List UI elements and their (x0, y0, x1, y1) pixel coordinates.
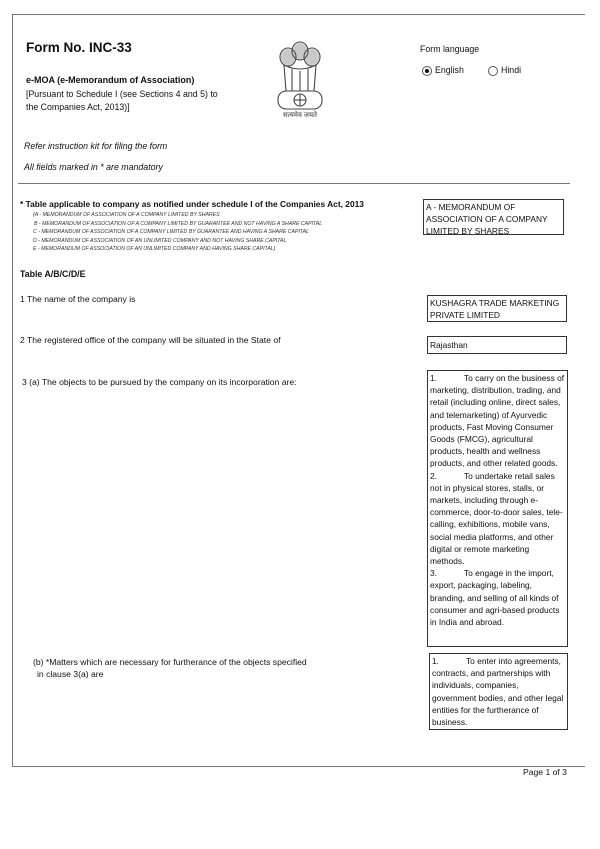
matter-item-number: 1. (432, 656, 439, 666)
object-item-number: 1. (430, 373, 437, 383)
object-item (430, 372, 565, 470)
page-number: Page 1 of 3 (523, 767, 567, 777)
table-option-d: D - MEMORANDUM OF ASSOCIATION OF AN UNLIMITED COMPANY AND NOT HAVING SHARE CAPITAL (33, 237, 287, 244)
table-option-a: (A - MEMORANDUM OF ASSOCIATION OF A COMPANY LIMITED BY SHARES (33, 212, 220, 218)
emblem-motto: सत्यमेव जयते (282, 112, 318, 119)
state-field[interactable]: Rajasthan (427, 336, 567, 354)
page-frame-bottom-border (12, 766, 585, 767)
table-applicable-label: * Table applicable to company as notified under schedule I of the Companies Act, 2013 (20, 199, 364, 209)
object-item-number: 3. (430, 568, 437, 579)
object-item-text: To engage in the import, export, packaging, labeling, branding, and selling of all kinds of consumer and agri-based products in India and abroad. (430, 568, 560, 628)
pursuant-line-1: [Pursuant to Schedule I (see Sections 4 and 5) to (26, 89, 218, 99)
company-name-field[interactable]: KUSHAGRA TRADE MARKETING PRIVATE LIMITED (427, 295, 567, 322)
table-option-b: B - MEMORANDUM OF ASSOCIATION OF A COMPANY LIMITED BY GUARANTEE AND NOT HAVING A SHARE CAPITAL (34, 220, 323, 227)
company-name-label: 1 The name of the company is (20, 294, 136, 304)
state-label: 2 The registered office of the company will be situated in the State of (20, 335, 281, 345)
section-title: Table A/B/C/D/E (20, 269, 86, 279)
object-item-number: 2. (430, 470, 437, 481)
language-radio-english[interactable] (422, 65, 464, 76)
matter-item (432, 655, 565, 728)
objects-label: 3 (a) The objects to be pursued by the company on its incorporation are: (22, 377, 297, 387)
table-option-c: C - MEMORANDUM OF ASSOCIATION OF A COMPANY LIMITED BY GUARANTEE AND HAVING A SHARE CAPITAL (33, 229, 310, 236)
state-emblem-icon (270, 33, 330, 123)
radio-unchecked-icon[interactable] (488, 66, 498, 76)
object-item-text: To undertake retail sales not in physical stores, stalls, or markets, including through e-commerce, door-to-door sales, tele-calling, exhibitions, mobile vans, social media platforms, and other digital or remote marketing methods. (430, 470, 563, 567)
objects-field[interactable] (427, 370, 568, 647)
form-number-title: Form No. INC-33 (26, 40, 132, 55)
pursuant-text (26, 88, 256, 114)
table-applicable-field[interactable]: A - MEMORANDUM OF ASSOCIATION OF A COMPANY LIMITED BY SHARES (423, 199, 564, 235)
form-language-label: Form language (420, 44, 480, 54)
language-option-label: Hindi (501, 65, 522, 75)
table-options-list (33, 211, 322, 254)
pursuant-line-2: the Companies Act, 2013)] (26, 102, 130, 112)
language-radio-hindi[interactable] (488, 65, 521, 76)
language-option-label: English (435, 65, 464, 75)
header-divider (18, 183, 570, 184)
matters-label-line-1: (b) *Matters which are necessary for furtherance of the objects specified (33, 657, 307, 667)
matter-item-text: To enter into agreements, contracts, and partnerships with individuals, companies, government bodies, and other legal entities for the furtherance of business. (432, 656, 564, 728)
mandatory-note: All fields marked in * are mandatory (24, 162, 163, 172)
matters-label (33, 656, 333, 680)
page-frame-left-border (12, 14, 13, 766)
page-frame-top-border (12, 14, 585, 15)
matters-field[interactable] (429, 653, 568, 730)
object-item (430, 470, 565, 568)
form-title: e-MOA (e-Memorandum of Association) (26, 75, 195, 85)
matters-label-line-2: in clause 3(a) are (37, 669, 104, 679)
table-option-e: E - MEMORANDUM OF ASSOCIATION OF AN UNLIMITED COMPANY AND HAVING SHARE CAPITAL) (33, 246, 276, 253)
object-item (430, 567, 565, 628)
radio-checked-icon[interactable] (422, 66, 432, 76)
instruction-note: Refer instruction kit for filing the form (24, 141, 168, 151)
object-item-text: To carry on the business of marketing, distribution, trading, and retail (including online, direct sales, and telemarketing) of Ayurvedic products, Fast Moving Consumer Goods (FMCG), agricultural products, health and wellness products, and other related goods. (430, 373, 565, 469)
